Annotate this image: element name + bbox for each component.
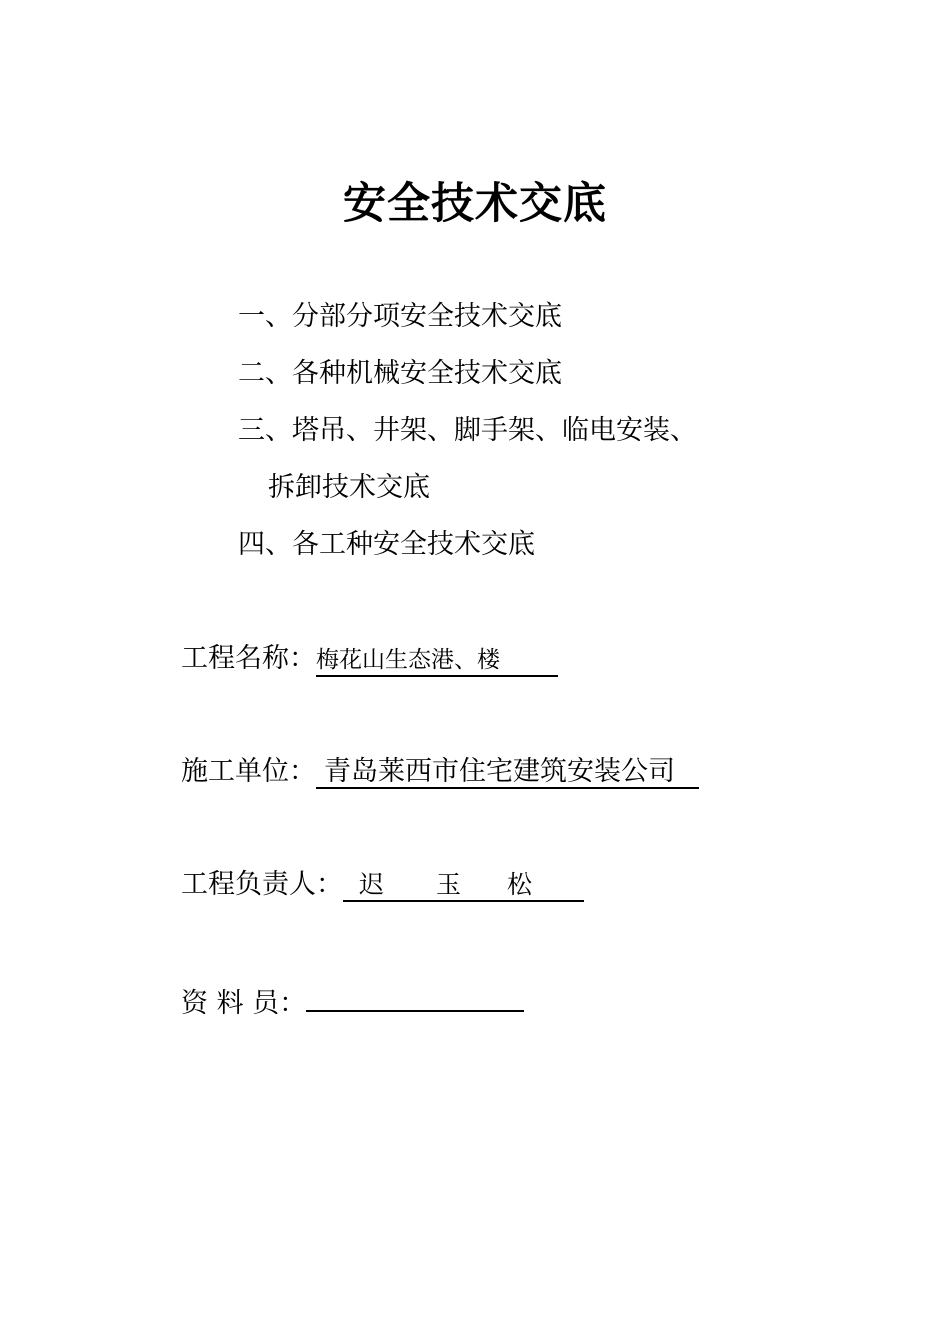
records-clerk-label: 资 料 员： [181,988,307,1019]
records-clerk-value[interactable] [306,980,524,1012]
toc-item-2: 二、各种机械安全技术交底 [238,358,562,389]
project-manager-char-3: 松 [507,870,533,899]
toc-item-4: 四、各工种安全技术交底 [238,529,535,560]
toc-item-3: 三、塔吊、井架、脚手架、临电安装、 [238,415,697,446]
construction-unit-label: 施工单位： [181,756,316,787]
document-title: 安全技术交底 [343,179,607,229]
project-manager-char-2: 玉 [436,870,462,899]
project-manager-label: 工程负责人： [181,869,343,900]
toc-item-3-continuation: 拆卸技术交底 [268,472,430,503]
project-name-value: 梅花山生态港、楼 [316,645,558,677]
project-manager-char-1: 迟 [359,870,385,899]
project-manager-value [343,870,584,902]
toc-item-1: 一、分部分项安全技术交底 [238,301,562,332]
project-name-row [181,641,558,677]
construction-unit-row [181,754,699,790]
records-clerk-row [181,980,524,1022]
construction-unit-value: 青岛莱西市住宅建筑安装公司 [316,757,699,789]
project-name-label: 工程名称： [181,643,316,674]
project-manager-row [181,867,584,903]
